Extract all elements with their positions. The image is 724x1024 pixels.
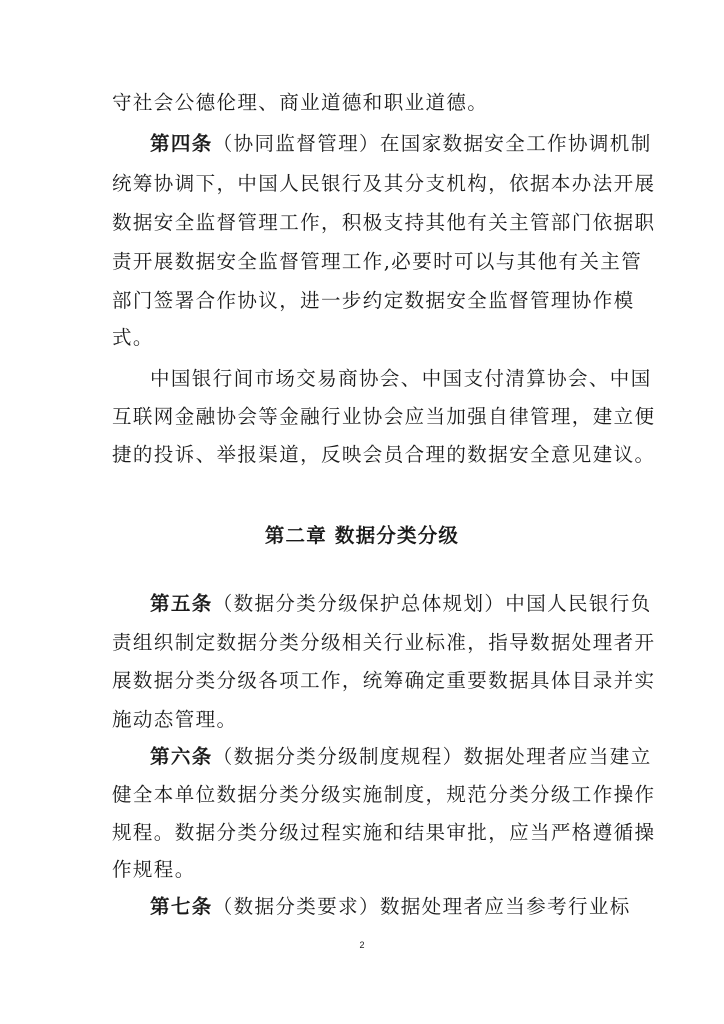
text-line: （数据分类分级制度规程）数据处理者应当建立 <box>212 745 652 768</box>
article-label: 第六条 <box>150 745 213 768</box>
article-7-first-line <box>150 897 631 917</box>
text-line: 责开展数据安全监督管理工作,必要时可以与其他有关主管 <box>112 250 643 273</box>
text-line: 施动态管理。 <box>112 708 238 731</box>
text-line: 守社会公德伦理、商业道德和职业道德。 <box>112 91 489 114</box>
text-line: 责组织制定数据分类分级相关行业标准，指导数据处理者开 <box>112 631 656 654</box>
text-line: （数据分类分级保护总体规划）中国人民银行负 <box>212 592 652 615</box>
text-line: 捷的投诉、举报渠道，反映会员合理的数据安全意见建议。 <box>112 443 656 466</box>
text-line: 展数据分类分级各项工作，统筹确定重要数据具体目录并实 <box>112 669 656 692</box>
text-line: （协同监督管理）在国家数据安全工作协调机制 <box>212 132 652 155</box>
text-line: 互联网金融协会等金融行业协会应当加强自律管理，建立便 <box>112 405 656 428</box>
article-label: 第七条 <box>150 895 213 918</box>
text-line: 规程。数据分类分级过程实施和结果审批，应当严格遵循操 <box>112 821 656 844</box>
article-4-first-line <box>150 134 652 154</box>
chapter-title: 第二章 数据分类分级 <box>264 524 460 547</box>
article-label: 第五条 <box>150 592 213 615</box>
text-line: 部门签署合作协议，进一步约定数据安全监督管理协作模 <box>112 289 635 312</box>
article-5-first-line <box>150 594 652 614</box>
text-line: 中国银行间市场交易商协会、中国支付清算协会、中国 <box>150 367 652 390</box>
text-line: （数据分类要求）数据处理者应当参考行业标 <box>212 895 631 918</box>
text-line: 健全本单位数据分类分级实施制度，规范分类分级工作操作 <box>112 783 656 806</box>
text-line: 数据安全监督管理工作，积极支持其他有关主管部门依据职 <box>112 211 656 234</box>
text-line: 式。 <box>112 326 154 349</box>
text-line: 统筹协调下，中国人民银行及其分支机构，依据本办法开展 <box>112 172 656 195</box>
article-label: 第四条 <box>150 132 213 155</box>
article-6-first-line <box>150 747 652 767</box>
text-line: 作规程。 <box>112 858 196 881</box>
page-number: 2 <box>359 940 365 950</box>
